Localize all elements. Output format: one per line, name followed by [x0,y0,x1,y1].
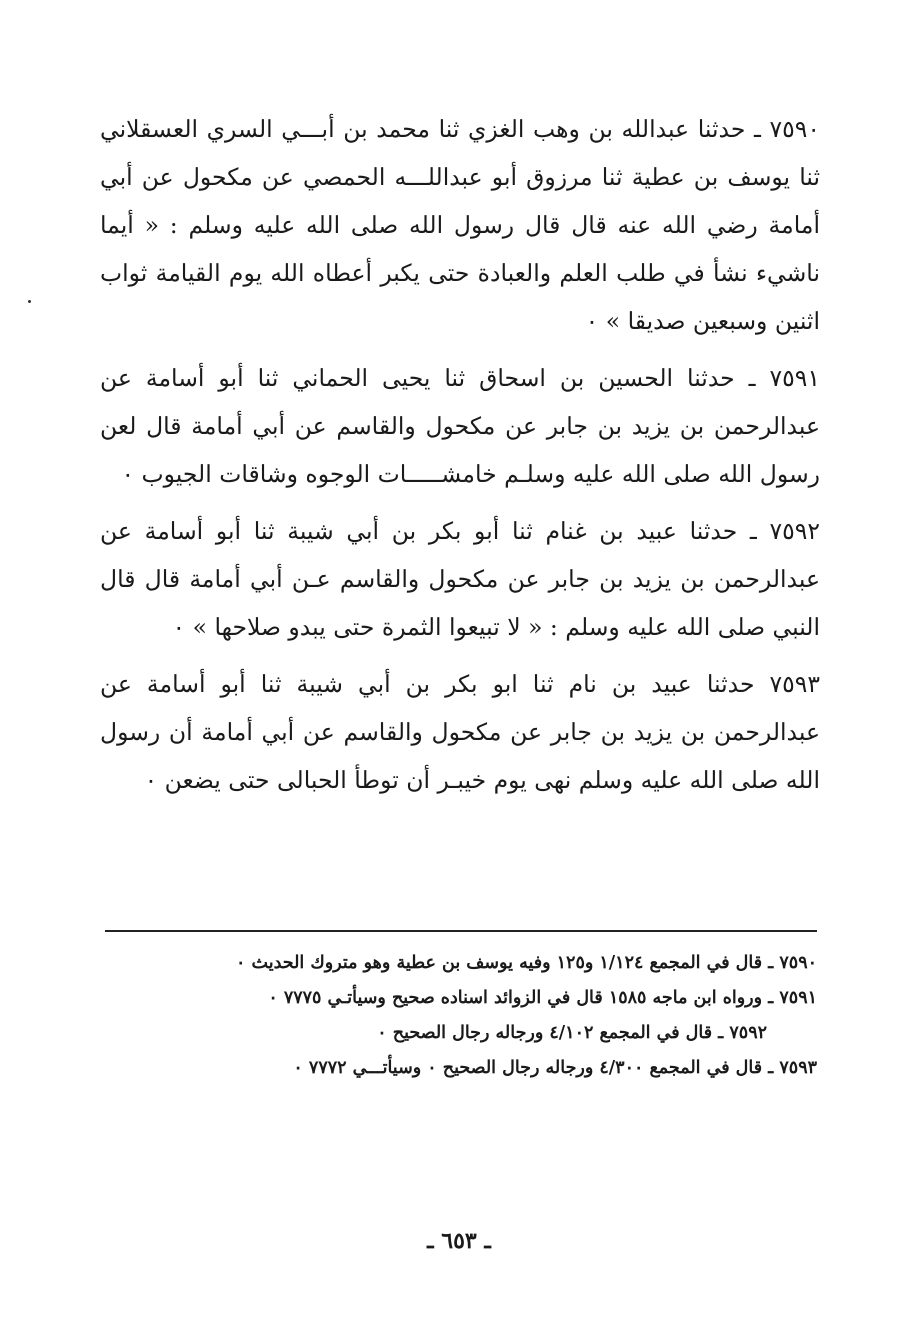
footnote-7590: ٧٥٩٠ ـ قال في المجمع ١/١٢٤ و١٢٥ وفيه يوسف بن عطية وهو متروك الحديث ٠ [236,953,817,973]
page-number: ـ ٦٥٣ ـ [427,1228,491,1254]
footnotes [105,948,817,1088]
footnote-divider [105,930,817,932]
footnote-7592: ٧٥٩٢ ـ قال في المجمع ٤/١٠٢ ورجاله رجال الصحيح ٠ [377,1023,767,1043]
hadith-text: ٧٥٩٣ حدثنا عبيد بن نام ثنا ابو بكر بن أبي شيبة ثنا أبو أسامة عن عبدالرحمن بن يزيد بن جابر عن مكحول والقاسم عن أبي أمامة أن رسول الله صلى الله عليه وسلم نهى يوم خيبـر أن توطأ الحبالى حتى يضعن ٠ [100,670,820,794]
hadith-7592 [100,507,820,651]
hadith-body [100,105,820,813]
hadith-text: ٧٥٩٢ ـ حدثنا عبيد بن غنام ثنا أبو بكر بن أبي شيبة ثنا أبو أسامة عن عبدالرحمن بن يزيد بن جابر عن مكحول والقاسم عـن أبي أمامة قال قال النبي صلى الله عليه وسلم : « لا تبيعوا الثمرة حتى يبدو صلاحها » ٠ [100,517,820,641]
hadith-7590 [100,105,820,345]
hadith-7591 [100,354,820,498]
margin-speck [28,300,31,303]
footnote-7593: ٧٥٩٣ ـ قال في المجمع ٤/٣٠٠ ورجاله رجال الصحيح ٠ وسيأتـــي ٧٧٧٢ ٠ [293,1058,817,1078]
hadith-text: ٧٥٩٠ ـ حدثنا عبدالله بن وهب الغزي ثنا محمد بن أبـــي السري العسقلاني ثنا يوسف بن عطية ثنا مرزوق أبو عبداللـــه الحمصي عن مكحول عن أبي أمامة رضي الله عنه قال قال رسول الله صلى الله عليه وسلم : « أيما ناشيء نشأ في طلب العلم والعبادة حتى يكبر أعطاه الله يوم القيامة ثواب اثنين وسبعين صديقا » ٠ [100,115,820,335]
hadith-text: ٧٥٩١ ـ حدثنا الحسين بن اسحاق ثنا يحيى الحماني ثنا أبو أسامة عن عبدالرحمن بن يزيد بن جابر عن مكحول والقاسم عن أبي أمامة قال لعن رسول الله صلى الله عليه وسلـم خامشـــــات الوجوه وشاقات الجيوب ٠ [100,364,820,488]
hadith-7593 [100,660,820,804]
footnote-7591: ٧٥٩١ ـ ورواه ابن ماجه ١٥٨٥ قال في الزوائد اسناده صحيح وسيأتـي ٧٧٧٥ ٠ [268,988,817,1008]
